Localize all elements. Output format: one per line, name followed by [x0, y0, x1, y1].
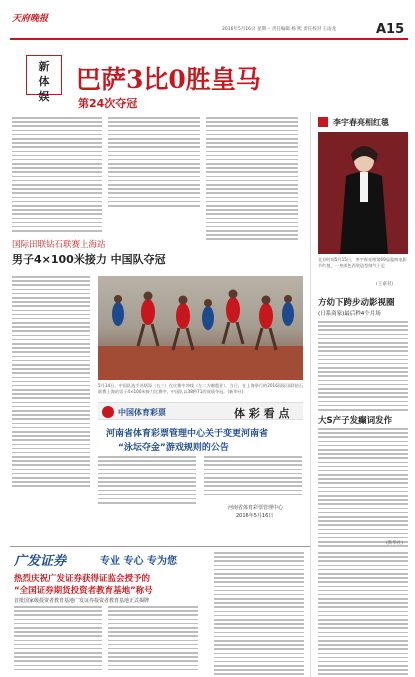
side-photo-title: 李宇春亮相红毯: [333, 118, 389, 127]
lottery-slogan: 体 彩 看 点: [234, 407, 290, 420]
arena-subtitle: (日系商家)最后秒4个月场: [318, 311, 381, 317]
relay-runners: [98, 276, 303, 380]
masthead: [8, 6, 408, 40]
date-line: 2016年5月16日 星期一 责任编辑 杨 熙 责任校对 王雨龙: [222, 27, 337, 32]
diamond-kicker: 国际田联钻石联赛上海站: [12, 240, 106, 250]
diamond-headline: 男子4×100米接力 中国队夺冠: [12, 253, 166, 266]
gf-logo: 广发证券: [14, 554, 67, 569]
lottery-notice-text-left: [98, 456, 196, 506]
lead-article-col-1: [12, 117, 102, 234]
relay-photo-caption: 5月14日，中国队选手苏炳添（右三）在比赛中冲线（左二为谢震业）。当日，在上海举行的2016国际田联钻石联赛上海站男子4×100米接力比赛中，中国队以38秒71的成绩夺冠。(新华社): [98, 383, 303, 394]
lead-article-col-2: [108, 117, 200, 209]
lead-article-col-3: [206, 117, 298, 243]
red-carpet-photo: [318, 132, 408, 254]
header-rule: [10, 38, 408, 40]
lottery-sign: 河南省体育彩票管理中心: [228, 505, 284, 511]
lottery-headline-2: “泳坛夺金”游戏规则的公告: [118, 443, 229, 453]
side-photo-caption: 北京时间5月15日，李宇春亮相第69届戛纳电影节红毯，一身黑色西装造型帅气十足: [318, 257, 407, 268]
diamond-article-text: [12, 276, 90, 490]
lottery-logo-text: 中国体育彩票: [118, 408, 166, 417]
right-mid-title: 大S产子发癫词发作: [318, 416, 393, 426]
lead-subheadline: 第24次夺冠: [78, 97, 138, 110]
red-carpet-figure: [318, 132, 408, 254]
gf-headline-2: “全国证券期货投资者教育基地”称号: [14, 586, 153, 596]
lottery-notice-text-right: [204, 456, 302, 498]
gf-article-col-3: [214, 552, 304, 677]
lottery-headline-1: 河南省体育彩票管理中心关于变更河南省: [106, 429, 269, 439]
gf-article-col-1: [14, 606, 102, 673]
arena-article-text: [318, 321, 408, 413]
gf-headline: 热烈庆祝广发证券获得证监会授予的: [14, 574, 151, 584]
relay-photo: [98, 276, 303, 380]
lead-headline: 巴萨3比0胜皇马: [76, 65, 261, 94]
gf-article-col-2: [108, 606, 198, 673]
section-label-box: [26, 55, 62, 103]
lottery-banner: [98, 402, 303, 420]
lottery-logo-icon: [102, 406, 114, 418]
gf-article-col-4: [318, 552, 408, 677]
right-mid-source: (新华社): [386, 541, 404, 546]
lottery-date: 2016年5月16日: [236, 513, 274, 519]
right-mid-article-text: [318, 428, 408, 549]
arena-title: 方幼下跨步动影视圈: [318, 298, 395, 308]
gf-slogan: 专业 专心 专为您: [100, 556, 177, 567]
newspaper-logo: 天府晚报: [12, 14, 49, 24]
ad-divider: [10, 546, 310, 547]
page-number: A15: [376, 22, 405, 37]
column-divider: [310, 112, 311, 677]
gf-subline: 首批国家级投资者教育基地广发证券投资者教育基地正式揭牌: [14, 598, 150, 604]
side-title-badge: [318, 117, 328, 127]
section-label: 新体娱: [38, 60, 50, 103]
side-photo-credit: (王嘉君): [376, 282, 394, 287]
